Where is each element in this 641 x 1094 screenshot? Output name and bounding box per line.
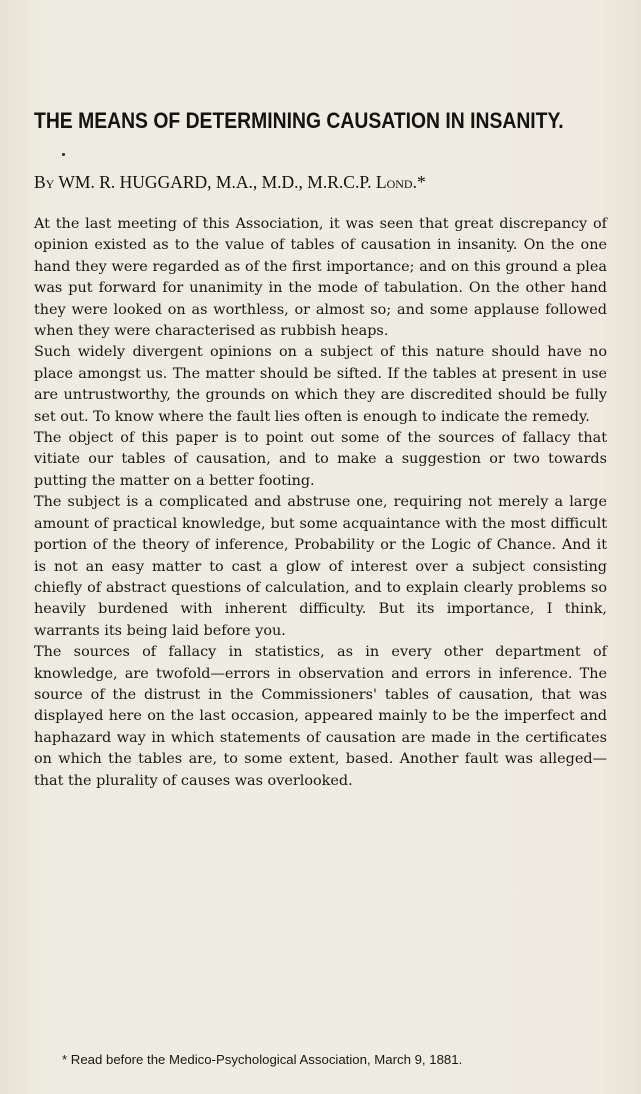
byline-author: WM. R. HUGGARD, M.A., M.D., M.R.C.P. [58,172,372,192]
paragraph: The object of this paper is to point out some of the sources of fallacy that vitiate our tables of causation, and to make a suggestion or two towards putting the matter on a better footing. [34,430,607,489]
byline [34,172,614,193]
paragraph: Such widely divergent opinions on a subject of this nature should have no place amongst us. The matter should be sifted. If the tables at present in use are untrustworthy, the grounds on which they are discredited should be fully set out. To know where the fault lies often is enough to indicate the remedy. [34,344,607,425]
byline-suffix: Lond.* [375,172,426,192]
article-title: THE MEANS OF DETERMINING CAUSATION IN INSANITY. [34,108,564,133]
ink-speck [62,153,65,156]
footnote: * Read before the Medico-Psychological Association, March 9, 1881. [62,1052,463,1067]
paragraph: At the last meeting of this Association, it was seen that great discrepancy of opinion existed as to the value of tables of causation in insanity. On the one hand they were regarded as of the first importance; and on this ground a plea was put forward for unanimity in the mode of tabulation. On the other hand they were looked on as worthless, or almost so; and some applause followed when they were characterised as rubbish heaps. [34,216,607,340]
article-body [34,214,607,792]
paragraph: The subject is a complicated and abstruse one, requiring not merely a large amount of practical knowledge, but some acquaintance with the most difficult portion of the theory of inference, Probability or the Logic of Chance. And it is not an easy matter to cast a glow of interest over a subject consisting chiefly of abstract questions of calculation, and to explain clearly problems so heavily burdened with inherent difficulty. But its importance, I think, warrants its being laid before you. [34,494,607,639]
byline-prefix: By [34,172,55,192]
paragraph: The sources of fallacy in statistics, as in every other department of knowledge, are twofold—errors in observation and errors in inference. The source of the distrust in the Commissioners' tables of causation, that was displayed here on the last occasion, appeared mainly to be the imperfect and haphazard way in which statements of causation are made in the certificates on which the tables are, to some extent, based. Another fault was alleged—that the plurality of causes was overlooked. [34,644,607,789]
